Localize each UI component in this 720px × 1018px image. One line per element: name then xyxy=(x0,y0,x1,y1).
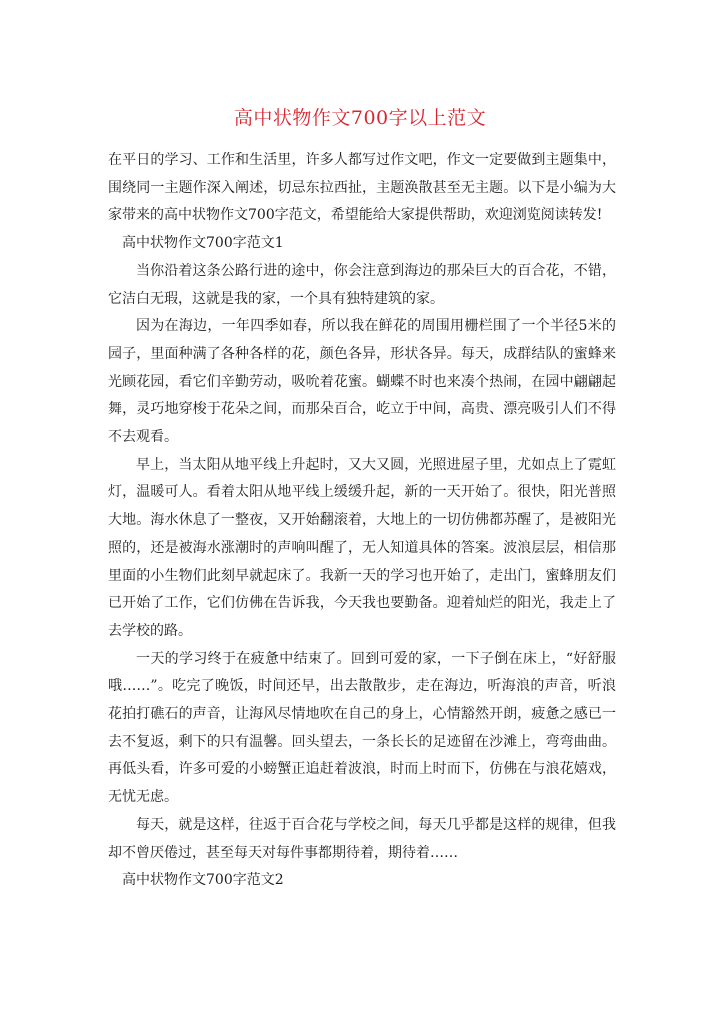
section-heading-2: 高中状物作文700字范文2 xyxy=(122,872,284,889)
intro-paragraph: 在平日的学习、工作和生活里，许多人都写过作文吧，作文一定要做到主题集中，围绕同一主题作深入阐述，切忌东拉西扯，主题涣散甚至无主题。以下是小编为大家带来的高中状物作文700字范文，希望能给大家提供帮助，欢迎浏览阅读转发! xyxy=(108,152,616,224)
section-1-paragraph-5: 每天，就是这样，往返于百合花与学校之间，每天几乎都是这样的规律，但我却不曾厌倦过，甚至每天对每件事都期待着，期待着…… xyxy=(108,816,616,861)
section-1-paragraph-1: 当你沿着这条公路行进的途中，你会注意到海边的那朵巨大的百合花，不错，它洁白无瑕，这就是我的家，一个具有独特建筑的家。 xyxy=(108,262,616,307)
document-title: 高中状物作文700字以上范文 xyxy=(233,107,487,129)
section-1-paragraph-2: 因为在海边，一年四季如春，所以我在鲜花的周围用栅栏围了一个半径5米的园子，里面种满了各种各样的花，颜色各异，形状各异。每天，成群结队的蜜蜂来光顾花园，看它们辛勤劳动，吸吮着花蜜。蝴蝶不时也来凑个热闹，在园中翩翩起舞，灵巧地穿梭于花朵之间，而那朵百合，屹立于中间，高贵、漂亮吸引人们不得不去观看。 xyxy=(108,318,616,446)
section-1-paragraph-3: 早上，当太阳从地平线上升起时，又大又圆，光照进屋子里，尤如点上了霓虹灯，温暖可人。看着太阳从地平线上缓缓升起，新的一天开始了。很快，阳光普照大地。海水休息了一整夜，又开始翻滚着，大地上的一切仿佛都苏醒了，是被阳光照的，还是被海水涨潮时的声响叫醒了，无人知道具体的答案。波浪层层，相信那里面的小生物们此刻早就起床了。我新一天的学习也开始了，走出门，蜜蜂朋友们已开始了工作，它们仿佛在告诉我，今天我也要勤备。迎着灿烂的阳光，我走上了去学校的路。 xyxy=(108,456,616,639)
document-body xyxy=(108,147,616,895)
section-1-paragraph-4: 一天的学习终于在疲惫中结束了。回到可爱的家，一下子倒在床上，“好舒服哦……”。吃完了晚饭，时间还早，出去散散步，走在海边，听海浪的声音，听浪花拍打礁石的声音，让海风尽情地吹在自己的身上，心情豁然开朗，疲惫之感已一去不复返，剩下的只有温馨。回头望去，一条长长的足迹留在沙滩上，弯弯曲曲。再低头看，许多可爱的小螃蟹正追赶着波浪，时而上时而下，仿佛在与浪花嬉戏，无忧无虑。 xyxy=(108,650,616,806)
section-heading-1: 高中状物作文700字范文1 xyxy=(122,235,284,252)
